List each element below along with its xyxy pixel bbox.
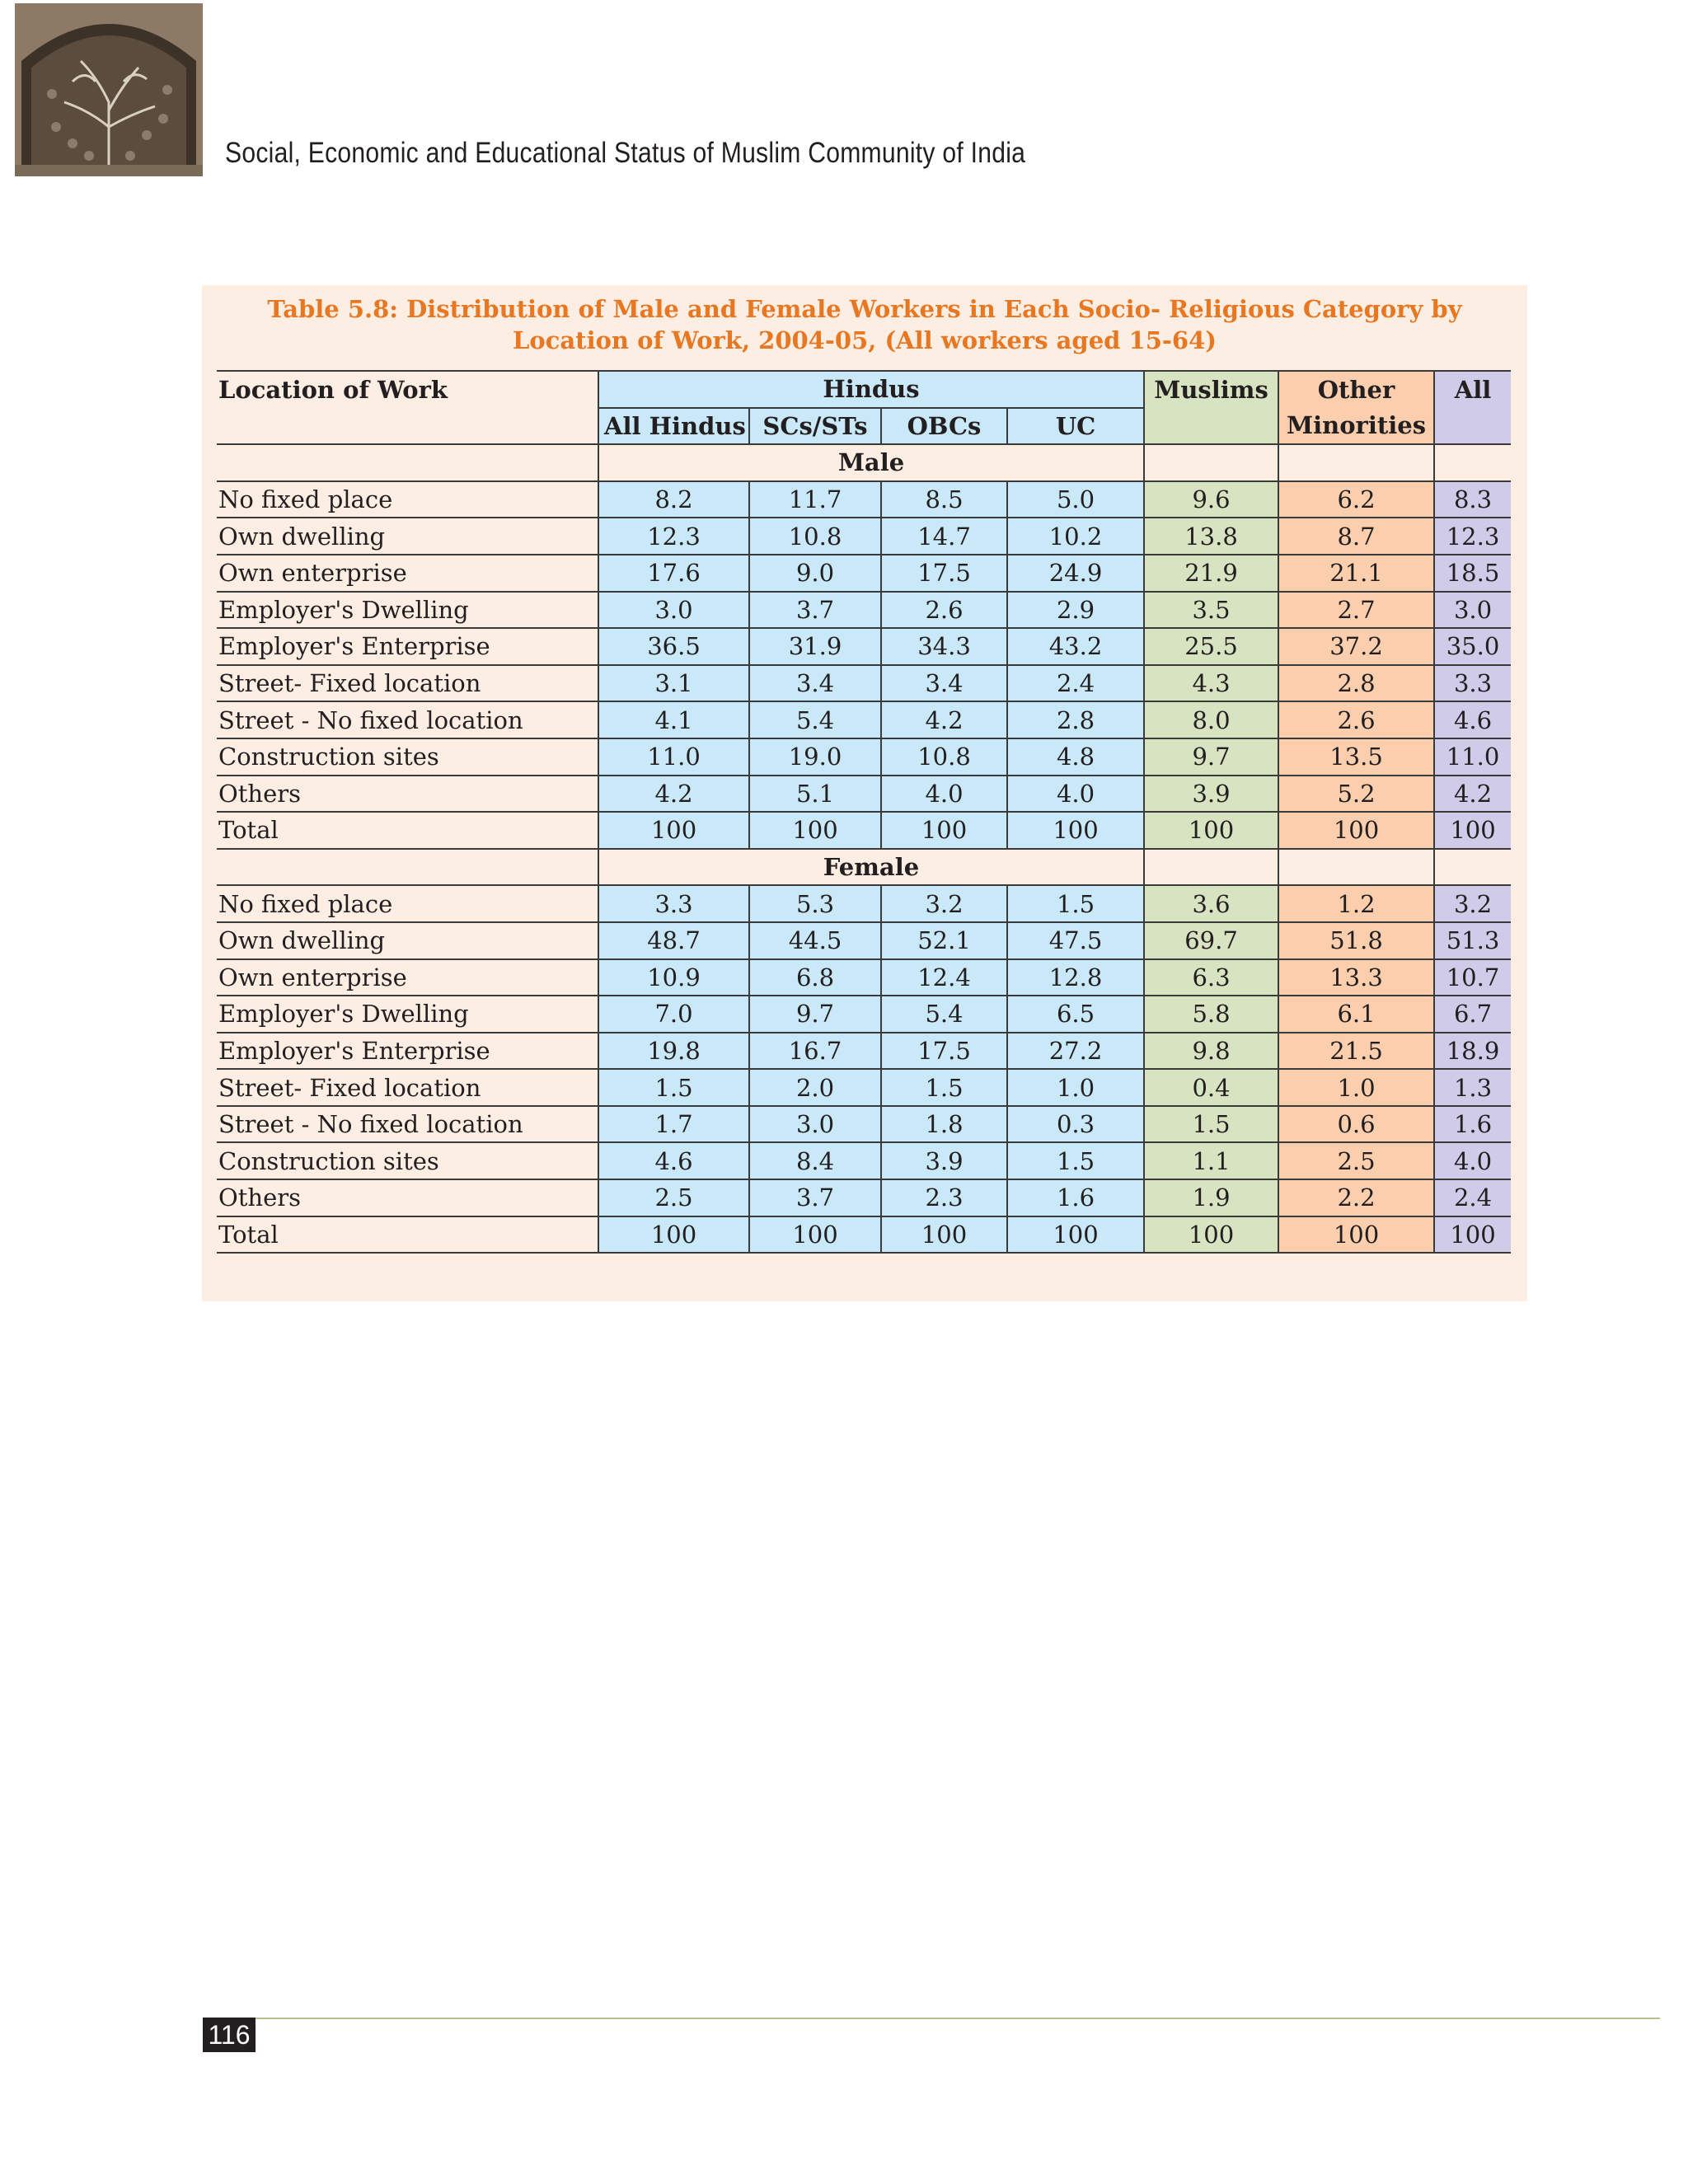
table-cell: 11.0 (598, 738, 749, 776)
all-hindus-header: All Hindus (598, 408, 749, 445)
table-cell: 100 (1434, 1216, 1511, 1254)
table-cell: 100 (881, 1216, 1007, 1254)
table-cell: 17.6 (598, 555, 749, 592)
row-label: Street- Fixed location (217, 1069, 598, 1106)
table-caption: Table 5.8: Distribution of Male and Female Workers in Each Socio- Religious Category by Location of Work, 2004-05, (All workers aged 15-64) (267, 295, 1462, 354)
table-cell: 12.4 (881, 959, 1007, 996)
table-cell: 100 (1144, 812, 1278, 849)
table-cell: 4.8 (1007, 738, 1144, 776)
table-cell: 4.1 (598, 701, 749, 738)
muslims-header: Muslims (1144, 371, 1278, 408)
section-row (217, 849, 1511, 886)
table-cell: 1.9 (1144, 1179, 1278, 1216)
table-row (217, 812, 1511, 849)
header-row-2 (217, 408, 1511, 445)
table-cell: 24.9 (1007, 555, 1144, 592)
table-cell: 6.3 (1144, 959, 1278, 996)
table-cell: 9.6 (1144, 481, 1278, 518)
table-cell: 100 (1007, 812, 1144, 849)
row-label: Own dwelling (217, 922, 598, 959)
row-label: Own enterprise (217, 959, 598, 996)
table-row (217, 776, 1511, 813)
row-label: Employer's Dwelling (217, 996, 598, 1033)
muslims-header-spacer (1144, 408, 1278, 445)
table-cell: 2.6 (881, 592, 1007, 629)
table-cell: 4.6 (598, 1142, 749, 1179)
table-cell: 1.0 (1278, 1069, 1434, 1106)
table-cell: 13.8 (1144, 518, 1278, 555)
table-cell: 1.5 (1007, 1142, 1144, 1179)
other-minorities-header-line1: Other (1278, 371, 1434, 408)
row-label: Construction sites (217, 1142, 598, 1179)
section-title: Male (598, 444, 1144, 481)
obcs-header: OBCs (881, 408, 1007, 445)
table-cell: 4.6 (1434, 701, 1511, 738)
table-cell: 3.0 (598, 592, 749, 629)
table-cell: 2.5 (1278, 1142, 1434, 1179)
table-row (217, 1069, 1511, 1106)
table-cell: 47.5 (1007, 922, 1144, 959)
table-row (217, 628, 1511, 665)
row-label: Total (217, 812, 598, 849)
table-cell: 3.9 (881, 1142, 1007, 1179)
table-cell: 3.2 (881, 885, 1007, 922)
scs-sts-header: SCs/STs (749, 408, 881, 445)
section-title: Female (598, 849, 1144, 886)
table-cell: 8.4 (749, 1142, 881, 1179)
table-cell: 10.8 (881, 738, 1007, 776)
table-cell: 51.3 (1434, 922, 1511, 959)
table-cell: 1.5 (881, 1069, 1007, 1106)
table-cell: 17.5 (881, 1033, 1007, 1070)
table-cell: 10.8 (749, 518, 881, 555)
table-cell: 2.2 (1278, 1179, 1434, 1216)
table-cell: 9.0 (749, 555, 881, 592)
table-row (217, 518, 1511, 555)
table-cell: 48.7 (598, 922, 749, 959)
section-spacer (1278, 444, 1434, 481)
row-label: Street - No fixed location (217, 701, 598, 738)
table-cell: 3.7 (749, 1179, 881, 1216)
table-row (217, 738, 1511, 776)
section-spacer (1144, 849, 1278, 886)
table-row (217, 1142, 1511, 1179)
table-cell: 3.3 (598, 885, 749, 922)
table-cell: 10.2 (1007, 518, 1144, 555)
table-cell: 5.1 (749, 776, 881, 813)
table-cell: 12.3 (1434, 518, 1511, 555)
table-cell: 3.5 (1144, 592, 1278, 629)
table-cell: 27.2 (1007, 1033, 1144, 1070)
table-cell: 100 (598, 812, 749, 849)
table-cell: 100 (1434, 812, 1511, 849)
table-cell: 2.3 (881, 1179, 1007, 1216)
table-cell: 1.5 (1144, 1106, 1278, 1143)
section-spacer (217, 444, 598, 481)
section-spacer (1434, 444, 1511, 481)
table-cell: 100 (749, 1216, 881, 1254)
table-cell: 3.0 (1434, 592, 1511, 629)
table-cell: 6.8 (749, 959, 881, 996)
table-cell: 8.0 (1144, 701, 1278, 738)
table-cell: 36.5 (598, 628, 749, 665)
table-row (217, 996, 1511, 1033)
table-cell: 8.5 (881, 481, 1007, 518)
table-cell: 19.0 (749, 738, 881, 776)
table-cell: 14.7 (881, 518, 1007, 555)
table-cell: 2.4 (1007, 665, 1144, 702)
table-cell: 1.3 (1434, 1069, 1511, 1106)
table-cell: 100 (881, 812, 1007, 849)
table-cell: 12.8 (1007, 959, 1144, 996)
table-cell: 2.7 (1278, 592, 1434, 629)
table-cell: 6.1 (1278, 996, 1434, 1033)
table-cell: 6.5 (1007, 996, 1144, 1033)
table-cell: 3.7 (749, 592, 881, 629)
table-cell: 52.1 (881, 922, 1007, 959)
row-label: No fixed place (217, 481, 598, 518)
table-cell: 21.5 (1278, 1033, 1434, 1070)
header-row-1 (217, 371, 1511, 408)
table-cell: 9.8 (1144, 1033, 1278, 1070)
table-cell: 1.6 (1007, 1179, 1144, 1216)
table-cell: 8.3 (1434, 481, 1511, 518)
row-header: Location of Work (217, 371, 598, 408)
table-cell: 3.3 (1434, 665, 1511, 702)
row-label: Employer's Enterprise (217, 1033, 598, 1070)
table-cell: 12.3 (598, 518, 749, 555)
table-cell: 5.8 (1144, 996, 1278, 1033)
table-cell: 100 (1278, 1216, 1434, 1254)
table-cell: 37.2 (1278, 628, 1434, 665)
table-row (217, 665, 1511, 702)
table-cell: 2.5 (598, 1179, 749, 1216)
table-cell: 100 (1278, 812, 1434, 849)
table-cell: 1.5 (1007, 885, 1144, 922)
row-label: Others (217, 1179, 598, 1216)
table-cell: 35.0 (1434, 628, 1511, 665)
table-cell: 1.2 (1278, 885, 1434, 922)
row-label: Own dwelling (217, 518, 598, 555)
table-cell: 11.7 (749, 481, 881, 518)
table-cell: 100 (1007, 1216, 1144, 1254)
other-minorities-header-line2: Minorities (1278, 408, 1434, 445)
table-cell: 51.8 (1278, 922, 1434, 959)
table-cell: 5.4 (749, 701, 881, 738)
table-cell: 3.9 (1144, 776, 1278, 813)
table-row (217, 922, 1511, 959)
table-cell: 69.7 (1144, 922, 1278, 959)
section-row (217, 444, 1511, 481)
table-cell: 100 (749, 812, 881, 849)
section-spacer (1144, 444, 1278, 481)
table-cell: 31.9 (749, 628, 881, 665)
table-cell: 5.4 (881, 996, 1007, 1033)
table-cell: 18.9 (1434, 1033, 1511, 1070)
table-cell: 1.1 (1144, 1142, 1278, 1179)
section-spacer (1434, 849, 1511, 886)
table-cell: 4.3 (1144, 665, 1278, 702)
table-row (217, 885, 1511, 922)
table-cell: 44.5 (749, 922, 881, 959)
hindus-header: Hindus (598, 371, 1144, 408)
table-cell: 21.9 (1144, 555, 1278, 592)
table-cell: 1.7 (598, 1106, 749, 1143)
uc-header: UC (1007, 408, 1144, 445)
table-cell: 4.0 (881, 776, 1007, 813)
table-cell: 9.7 (1144, 738, 1278, 776)
row-label: Others (217, 776, 598, 813)
table-cell: 18.5 (1434, 555, 1511, 592)
table-cell: 2.0 (749, 1069, 881, 1106)
all-header: All (1434, 371, 1511, 408)
table-row (217, 592, 1511, 629)
table-cell: 13.3 (1278, 959, 1434, 996)
table-cell: 2.8 (1278, 665, 1434, 702)
row-header-spacer (217, 408, 598, 445)
row-label: Own enterprise (217, 555, 598, 592)
row-label: Street- Fixed location (217, 665, 598, 702)
table-cell: 17.5 (881, 555, 1007, 592)
table-cell: 19.8 (598, 1033, 749, 1070)
table-row (217, 481, 1511, 518)
table-cell: 1.6 (1434, 1106, 1511, 1143)
table-cell: 2.6 (1278, 701, 1434, 738)
table-cell: 9.7 (749, 996, 881, 1033)
table-cell: 6.7 (1434, 996, 1511, 1033)
table-cell: 34.3 (881, 628, 1007, 665)
running-head: Social, Economic and Educational Status of Muslim Community of India (225, 137, 1026, 169)
table-cell: 3.0 (749, 1106, 881, 1143)
table-cell: 4.0 (1007, 776, 1144, 813)
table-cell: 1.8 (881, 1106, 1007, 1143)
table-cell: 100 (1144, 1216, 1278, 1254)
table-cell: 7.0 (598, 996, 749, 1033)
table-cell: 1.0 (1007, 1069, 1144, 1106)
row-label: Construction sites (217, 738, 598, 776)
table-cell: 3.6 (1144, 885, 1278, 922)
table-cell: 21.1 (1278, 555, 1434, 592)
table-cell: 1.5 (598, 1069, 749, 1106)
table-row (217, 959, 1511, 996)
row-label: Total (217, 1216, 598, 1254)
row-label: Street - No fixed location (217, 1106, 598, 1143)
table-cell: 2.4 (1434, 1179, 1511, 1216)
table-row (217, 701, 1511, 738)
table-cell: 3.4 (749, 665, 881, 702)
table-cell: 4.2 (598, 776, 749, 813)
table-cell: 4.2 (1434, 776, 1511, 813)
all-header-spacer (1434, 408, 1511, 445)
table-cell: 3.4 (881, 665, 1007, 702)
table-cell: 5.0 (1007, 481, 1144, 518)
row-label: No fixed place (217, 885, 598, 922)
section-spacer (1278, 849, 1434, 886)
table-cell: 13.5 (1278, 738, 1434, 776)
table-row (217, 1033, 1511, 1070)
table-cell: 4.0 (1434, 1142, 1511, 1179)
table-cell: 2.8 (1007, 701, 1144, 738)
data-table (217, 370, 1511, 1254)
table-cell: 8.2 (598, 481, 749, 518)
table-row (217, 1179, 1511, 1216)
table-cell: 100 (598, 1216, 749, 1254)
row-label: Employer's Enterprise (217, 628, 598, 665)
table-cell: 11.0 (1434, 738, 1511, 776)
table-row (217, 1216, 1511, 1254)
table-cell: 10.9 (598, 959, 749, 996)
table-cell: 43.2 (1007, 628, 1144, 665)
table-cell: 0.6 (1278, 1106, 1434, 1143)
row-label: Employer's Dwelling (217, 592, 598, 629)
table-cell: 4.2 (881, 701, 1007, 738)
header-lattice-image (15, 3, 203, 176)
table-cell: 0.4 (1144, 1069, 1278, 1106)
table-cell: 10.7 (1434, 959, 1511, 996)
table-cell: 2.9 (1007, 592, 1144, 629)
table-cell: 3.2 (1434, 885, 1511, 922)
footer-rule (256, 2018, 1660, 2019)
table-cell: 5.2 (1278, 776, 1434, 813)
section-spacer (217, 849, 598, 886)
table-cell: 16.7 (749, 1033, 881, 1070)
page-number: 116 (203, 2018, 256, 2052)
table-cell: 3.1 (598, 665, 749, 702)
table-cell: 6.2 (1278, 481, 1434, 518)
table-row (217, 555, 1511, 592)
table-cell: 8.7 (1278, 518, 1434, 555)
table-cell: 5.3 (749, 885, 881, 922)
table-row (217, 1106, 1511, 1143)
table-cell: 0.3 (1007, 1106, 1144, 1143)
table-cell: 25.5 (1144, 628, 1278, 665)
